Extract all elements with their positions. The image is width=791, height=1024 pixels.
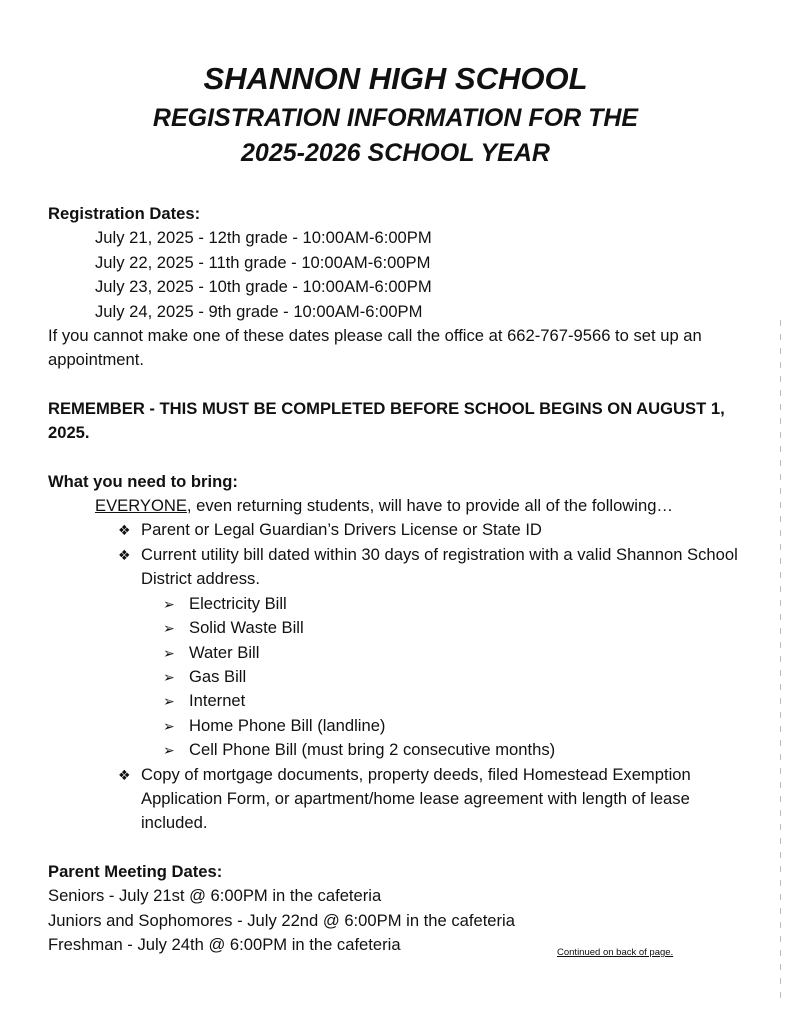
registration-date-item: July 23, 2025 - 10th grade - 10:00AM-6:00PM	[95, 277, 432, 297]
required-document-item	[118, 763, 748, 836]
document-body	[48, 202, 748, 957]
parent-meeting-heading: Parent Meeting Dates:	[48, 861, 223, 881]
utility-bill-text: Water Bill	[189, 642, 260, 662]
diamond-bullet-icon: ❖	[118, 766, 131, 783]
required-document-item	[118, 518, 748, 542]
scan-edge-artifact	[780, 320, 781, 1000]
arrow-bullet-icon: ➢	[163, 595, 175, 612]
diamond-bullet-icon: ❖	[118, 546, 131, 563]
utility-bill-text: Solid Waste Bill	[189, 618, 304, 638]
utility-bill-item	[163, 714, 748, 738]
arrow-bullet-icon: ➢	[163, 644, 175, 661]
continued-note: Continued on back of page.	[557, 947, 674, 958]
arrow-bullet-icon: ➢	[163, 717, 175, 734]
required-document-text: Parent or Legal Guardian’s Drivers License or State ID	[141, 520, 542, 540]
appointment-note: If you cannot make one of these dates please call the office at 662-767-9566 to set up an appointment.	[48, 326, 702, 370]
utility-bill-item	[163, 738, 748, 762]
registration-date-list	[48, 226, 748, 324]
completion-reminder: REMEMBER - THIS MUST BE COMPLETED BEFORE SCHOOL BEGINS ON AUGUST 1, 2025.	[48, 398, 725, 443]
school-name-title: SHANNON HIGH SCHOOL	[203, 61, 588, 96]
parent-meeting-item: Seniors - July 21st @ 6:00PM in the cafeteria	[48, 886, 382, 906]
registration-date-item: July 21, 2025 - 12th grade - 10:00AM-6:00PM	[95, 228, 432, 248]
utility-bill-item	[163, 592, 748, 616]
utility-bill-item	[163, 689, 748, 713]
utility-bill-item	[163, 665, 748, 689]
utility-bill-text: Gas Bill	[189, 666, 247, 686]
school-year-title: 2025-2026 SCHOOL YEAR	[241, 139, 550, 167]
utility-bill-text: Electricity Bill	[189, 593, 287, 613]
title-block	[0, 60, 791, 169]
what-to-bring-heading: What you need to bring:	[48, 471, 238, 491]
arrow-bullet-icon: ➢	[163, 742, 175, 759]
utility-bill-text: Internet	[189, 691, 246, 711]
registration-date-item: July 24, 2025 - 9th grade - 10:00AM-6:00PM	[95, 301, 423, 321]
registration-date-item: July 22, 2025 - 11th grade - 10:00AM-6:00PM	[95, 252, 431, 272]
parent-meeting-item: Juniors and Sophomores - July 22nd @ 6:00PM in the cafeteria	[48, 910, 515, 930]
utility-bill-item	[163, 616, 748, 640]
utility-bill-text: Home Phone Bill (landline)	[189, 715, 386, 735]
everyone-intro-text: , even returning students, will have to provide all of the following…	[186, 496, 674, 516]
required-documents-list	[48, 518, 748, 835]
required-document-item	[118, 543, 748, 763]
everyone-emphasis: EVERYONE	[95, 496, 187, 516]
arrow-bullet-icon: ➢	[163, 693, 175, 710]
registration-info-title: REGISTRATION INFORMATION FOR THE	[152, 103, 639, 132]
utility-bill-text: Cell Phone Bill (must bring 2 consecutive months)	[189, 740, 556, 760]
utility-bill-list	[141, 592, 748, 763]
arrow-bullet-icon: ➢	[163, 620, 175, 637]
registration-dates-heading: Registration Dates:	[48, 204, 201, 223]
diamond-bullet-icon: ❖	[118, 522, 131, 539]
required-document-text: Copy of mortgage documents, property deeds, filed Homestead Exemption Application Form, or apartment/home lease agreement with length of lease included.	[141, 764, 691, 833]
required-document-text: Current utility bill dated within 30 days of registration with a valid Shannon School District address.	[141, 544, 738, 589]
utility-bill-item	[163, 641, 748, 665]
everyone-intro	[48, 494, 748, 518]
arrow-bullet-icon: ➢	[163, 668, 175, 685]
parent-meeting-item: Freshman - July 24th @ 6:00PM in the cafeteria	[48, 934, 401, 954]
